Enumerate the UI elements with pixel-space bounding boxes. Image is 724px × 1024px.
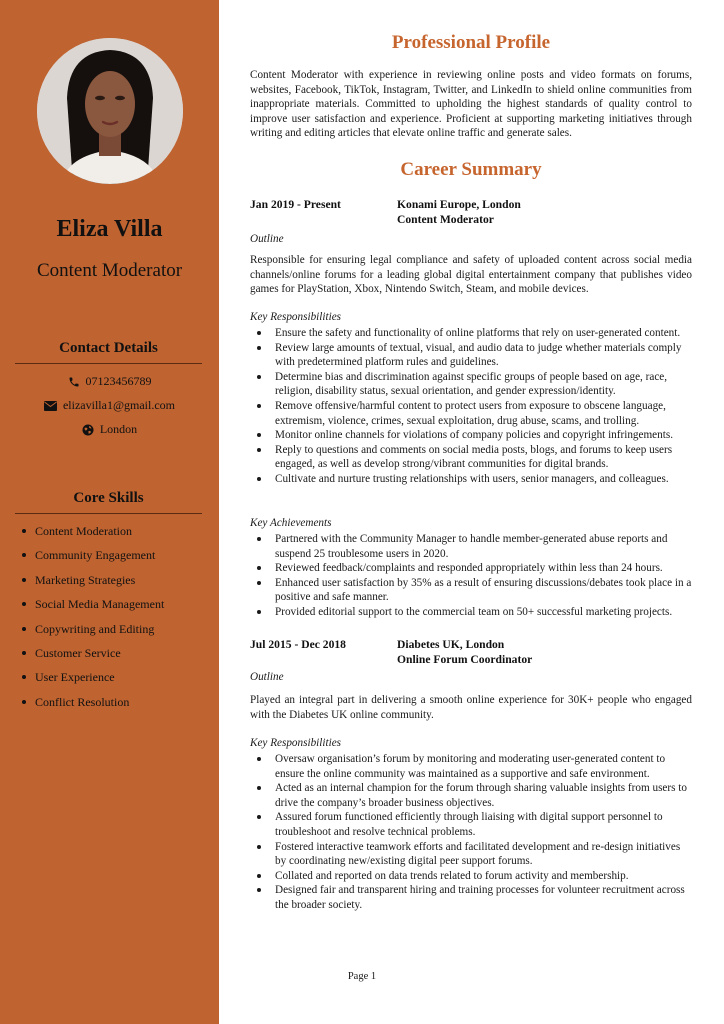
responsibilities-list <box>250 326 692 487</box>
list-item: Ensure the safety and functionality of online platforms that rely on user-generated content. <box>250 326 692 341</box>
responsibilities-label: Key Responsibilities <box>250 311 342 323</box>
job-outline: Played an integral part in delivering a smooth online experience for 30K+ people who engaged with the Diabetes UK online community. <box>250 694 692 721</box>
list-item: Designed fair and transparent hiring and training processes for volunteer recruitment across the broader society. <box>250 883 692 912</box>
job-dates: Jan 2019 - Present <box>250 198 341 211</box>
phone-text: 07123456789 <box>85 374 152 388</box>
list-item: Assured forum functioned efficiently through liaising with digital support personnel to troubleshoot and resolve technical problems. <box>250 810 692 839</box>
job-title: Content Moderator <box>397 213 494 226</box>
job-organisation: Konami Europe, London <box>397 198 521 211</box>
skill-item: Community Engagement <box>22 546 164 570</box>
contact-location <box>0 422 219 437</box>
list-item: Enhanced user satisfaction by 35% as a result of ensuring discussions/debates took place in a positive and safe manner. <box>250 576 692 605</box>
list-item: Acted as an internal champion for the forum through sharing valuable insights from users to drive the company’s broader business objectives. <box>250 781 692 810</box>
job-title: Online Forum Coordinator <box>397 653 533 666</box>
contact-phone[interactable] <box>0 374 219 389</box>
list-item: Fostered interactive teamwork efforts and facilitated development and re-design initiatives by coordinating new/existing digital peer support forums. <box>250 840 692 869</box>
envelope-icon <box>44 401 57 411</box>
skill-item: User Experience <box>22 668 164 692</box>
list-item: Determine bias and discrimination against specific groups of people based on age, race, religion, disability status, sexual orientation, and gender expression/identity. <box>250 370 692 399</box>
list-item: Partnered with the Community Manager to handle member-generated abuse reports and suspend 25 troublesome users in 2020. <box>250 532 692 561</box>
contact-heading: Contact Details <box>15 340 202 364</box>
list-item: Reply to questions and comments on social media posts, blogs, and forums to keep users engaged, as well as develop strong/vibrant communities for digital brands. <box>250 443 692 472</box>
list-item: Remove offensive/harmful content to protect users from exposure to obscene language, extremism, violence, crimes, sexual exploitation, drug abuse, scams, and trolling. <box>250 399 692 428</box>
location-text: London <box>99 422 138 436</box>
list-item: Collated and reported on data trends related to forum activity and membership. <box>250 869 692 884</box>
sidebar <box>0 0 219 1024</box>
email-text: elizavilla1@gmail.com <box>62 398 175 412</box>
job-dates: Jul 2015 - Dec 2018 <box>250 638 346 651</box>
phone-icon <box>68 376 80 388</box>
skill-item: Customer Service <box>22 644 164 668</box>
contact-email[interactable] <box>0 398 219 413</box>
outline-label: Outline <box>250 233 284 245</box>
skill-item: Copywriting and Editing <box>22 620 164 644</box>
list-item: Cultivate and nurture trusting relationships with users, senior managers, and colleagues. <box>250 472 692 487</box>
responsibilities-label: Key Responsibilities <box>250 737 342 749</box>
profile-photo <box>37 38 183 184</box>
outline-label: Outline <box>250 671 284 683</box>
page-number: Page 1 <box>347 971 377 982</box>
achievements-list <box>250 532 692 620</box>
candidate-role: Content Moderator <box>36 260 183 281</box>
skill-item: Social Media Management <box>22 595 164 619</box>
skill-item: Conflict Resolution <box>22 693 164 717</box>
responsibilities-list <box>250 752 692 913</box>
list-item: Provided editorial support to the commercial team on 50+ successful marketing projects. <box>250 605 692 620</box>
skill-item: Content Moderation <box>22 522 164 546</box>
job-organisation: Diabetes UK, London <box>397 638 505 651</box>
skills-heading: Core Skills <box>15 490 202 514</box>
list-item: Review large amounts of textual, visual, and audio data to judge whether materials comply with predetermined platform rules and guidelines. <box>250 341 692 370</box>
list-item: Monitor online channels for violations of company policies and copyright infringements. <box>250 428 692 443</box>
profile-text: Content Moderator with experience in reviewing online posts and video formats on forums, websites, Facebook, TikTok, Instagram, Twitter, and LinkedIn to shield online communities from inappropriate materials. Committed to upholding the highest standards of quality control to improve user satisfaction and experience. Proficient at supporting marketing initiatives through writing and editing articles that elevate online traffic and generate sales. <box>250 69 692 140</box>
skills-list <box>22 522 164 717</box>
globe-icon <box>82 424 94 436</box>
career-heading: Career Summary <box>400 159 542 180</box>
skill-item: Marketing Strategies <box>22 571 164 595</box>
profile-heading: Professional Profile <box>391 32 551 53</box>
list-item: Oversaw organisation’s forum by monitoring and moderating user-generated content to ensure the online community was maintained as a supportive and safe environment. <box>250 752 692 781</box>
list-item: Reviewed feedback/complaints and responded appropriately within less than 24 hours. <box>250 561 692 576</box>
achievements-label: Key Achievements <box>250 517 332 529</box>
candidate-name: Eliza Villa <box>56 216 163 242</box>
job-outline: Responsible for ensuring legal compliance and safety of uploaded content across social media channels/online forums for a leading global digital entertainment company that publishes video games for PlayStation, Xbox, Nintendo Switch, Steam, and mobile devices. <box>250 254 692 296</box>
